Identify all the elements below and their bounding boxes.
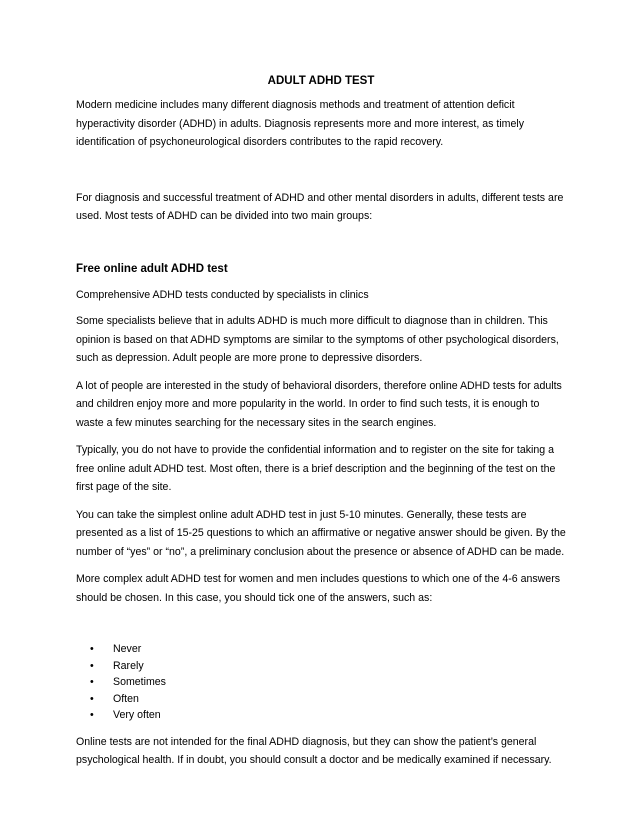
answer-option: Rarely: [113, 659, 144, 672]
answer-option: Sometimes: [113, 676, 166, 689]
list-item: [90, 691, 566, 708]
spacer: [76, 152, 566, 189]
body-paragraph-6: More complex adult ADHD test for women and men includes questions to which one of the 4-6 answers should be chosen. In this case, you should tick one of the answers, such as:: [76, 573, 561, 604]
list-item: [90, 658, 566, 675]
spacer: [76, 724, 566, 733]
bullet-icon: •: [90, 709, 94, 722]
body-paragraph-1: Comprehensive ADHD tests conducted by specialists in clinics: [76, 288, 369, 301]
answer-options-list: [76, 641, 566, 724]
spacer: [76, 226, 566, 260]
list-item: [90, 707, 566, 724]
body-paragraph-5: You can take the simplest online adult ADHD test in just 5-10 minutes. Generally, these tests are presented as a list of 15-25 questions to which an affirmative or negative answer should be given. By the number of “yes” or “no”, a preliminary conclusion about the presence or absence of ADHD can be made.: [76, 508, 566, 558]
body-paragraph-3: A lot of people are interested in the study of behavioral disorders, therefore online ADHD tests for adults and children enjoy more and more popularity in the world. In order to find such tests, it is enough to waste a few minutes searching for the necessary sites in the search engines.: [76, 379, 562, 429]
document-page: [76, 72, 566, 770]
answer-option: Never: [113, 643, 142, 655]
body-paragraph-4: Typically, you do not have to provide the confidential information and to register on the site for taking a free online adult ADHD test. Most often, there is a brief description and the beginning of the test on the first page of the site.: [76, 444, 556, 493]
closing-paragraph: Online tests are not intended for the final ADHD diagnosis, but they can show the patient’s general psychological health. If in doubt, you should consult a doctor and be medically examined if necessary.: [76, 735, 552, 767]
document-title: ADULT ADHD TEST: [267, 75, 375, 87]
bullet-icon: •: [90, 643, 94, 655]
answer-option: Often: [113, 692, 139, 705]
intro-paragraph-1: Modern medicine includes many different diagnosis methods and treatment of attention deficit hyperactivity disorder (ADHD) in adults. Diagnosis represents more and more interest, as timely identification of psychoneurological disorders contributes to the rapid recovery.: [76, 99, 525, 148]
bullet-icon: •: [90, 676, 94, 689]
answer-option: Very often: [113, 709, 161, 722]
spacer: [76, 607, 566, 641]
list-item: [90, 641, 566, 658]
body-paragraph-2: Some specialists believe that in adults ADHD is much more difficult to diagnose than in children. This opinion is based on that ADHD symptoms are similar to the symptoms of other psychological disorders, such as depression. Adult people are more prone to depressive disorders.: [76, 315, 559, 364]
bullet-icon: •: [90, 692, 94, 705]
intro-paragraph-2: For diagnosis and successful treatment of ADHD and other mental disorders in adults, different tests are used. Most tests of ADHD can be divided into two main groups:: [76, 191, 564, 222]
section-heading: Free online adult ADHD test: [76, 262, 228, 275]
bullet-icon: •: [90, 659, 94, 672]
list-item: [90, 674, 566, 691]
